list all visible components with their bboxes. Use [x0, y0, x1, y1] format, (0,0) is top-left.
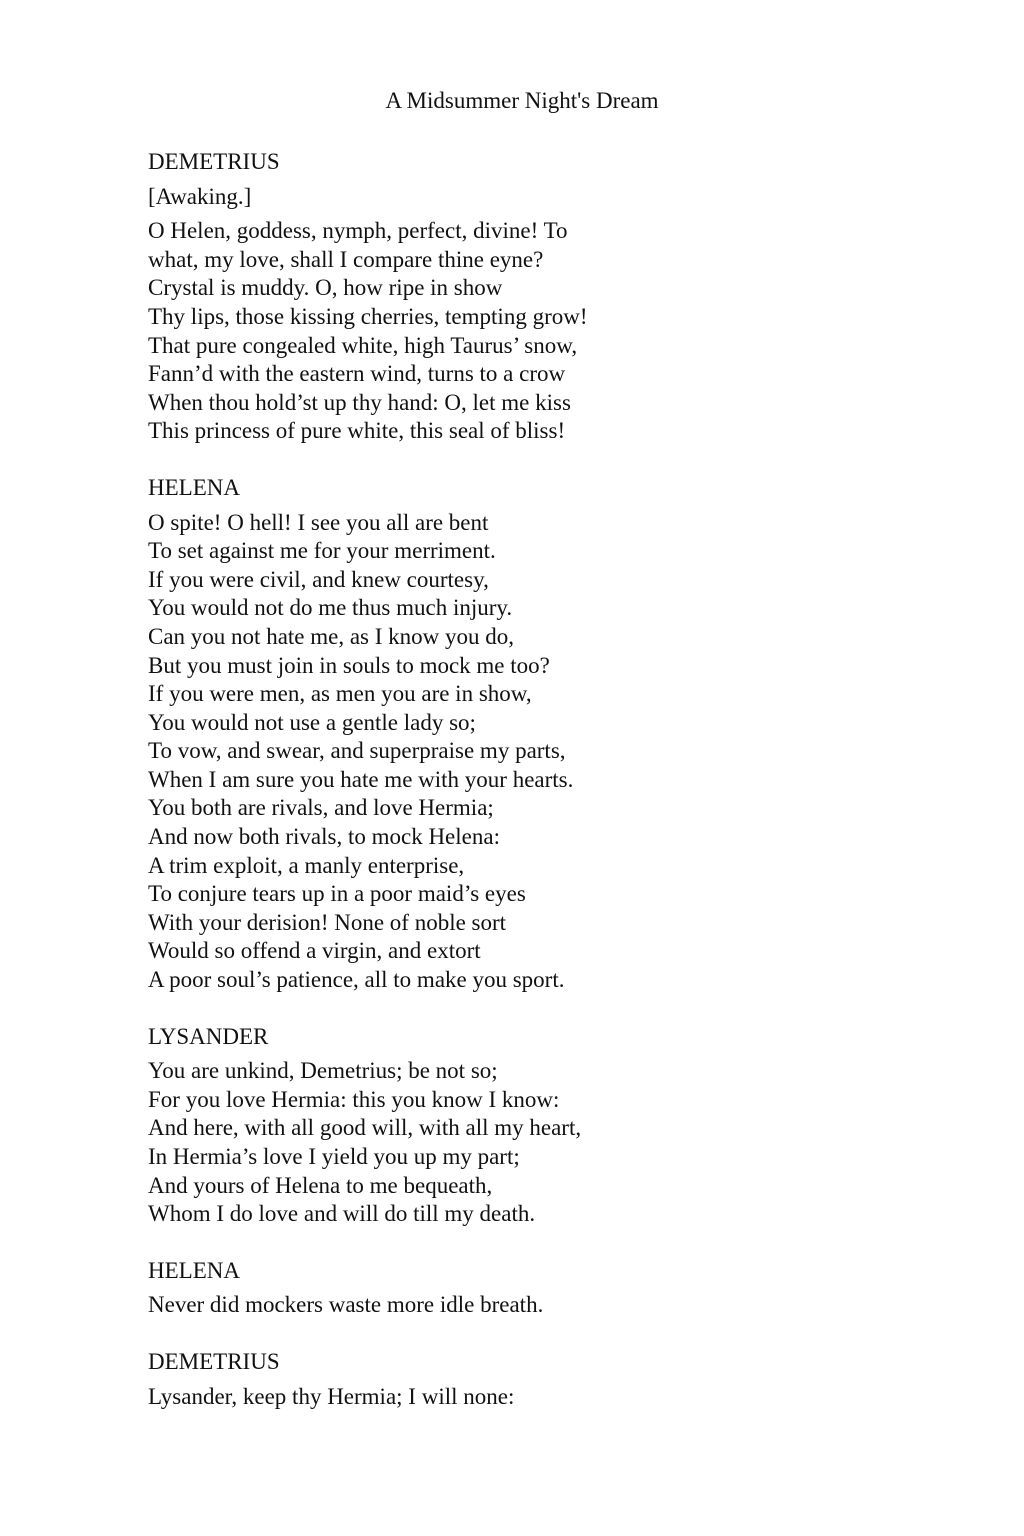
verse-line: Whom I do love and will do till my death.: [148, 1201, 536, 1227]
verse-line: Crystal is muddy. O, how ripe in show: [148, 275, 503, 301]
verse-line: To vow, and swear, and superpraise my parts,: [148, 738, 566, 764]
verse-line: And yours of Helena to me bequeath,: [148, 1172, 493, 1198]
verse-line: Thy lips, those kissing cherries, tempting grow!: [148, 303, 588, 329]
play-text: [148, 148, 908, 1439]
verse-line: what, my love, shall I compare thine eyne?: [148, 246, 544, 272]
speech-lysander-1: [148, 1023, 908, 1229]
verse-lines: [148, 1291, 908, 1320]
speaker-name: DEMETRIUS: [148, 149, 280, 174]
verse-line: You are unkind, Demetrius; be not so;: [148, 1058, 498, 1084]
verse-line: When thou hold’st up thy hand: O, let me kiss: [148, 389, 571, 415]
verse-line: You would not do me thus much injury.: [148, 595, 513, 621]
speech-helena-2: [148, 1257, 908, 1320]
verse-line: O spite! O hell! I see you all are bent: [148, 509, 489, 535]
verse-line: This princess of pure white, this seal of bliss!: [148, 418, 566, 444]
verse-line: With your derision! None of noble sort: [148, 909, 507, 935]
verse-line: You both are rivals, and love Hermia;: [148, 795, 494, 821]
verse-line: And here, with all good will, with all my heart,: [148, 1115, 582, 1141]
verse-line: But you must join in souls to mock me too?: [148, 652, 550, 678]
verse-lines: [148, 1057, 908, 1229]
verse-lines: [148, 509, 908, 995]
page-title: A Midsummer Night's Dream: [385, 88, 659, 113]
speech-demetrius-1: [148, 148, 908, 446]
verse-line: When I am sure you hate me with your hearts.: [148, 766, 574, 792]
verse-line: To set against me for your merriment.: [148, 538, 496, 564]
verse-line: Would so offend a virgin, and extort: [148, 938, 481, 964]
speaker-name: LYSANDER: [148, 1023, 269, 1049]
verse-line: A trim exploit, a manly enterprise,: [148, 852, 465, 878]
verse-line: You would not use a gentle lady so;: [148, 709, 476, 735]
verse-line: O Helen, goddess, nymph, perfect, divine! To: [148, 218, 568, 244]
speech-demetrius-2: [148, 1348, 908, 1411]
verse-line: Lysander, keep thy Hermia; I will none:: [148, 1383, 515, 1409]
speaker-name: HELENA: [148, 474, 240, 500]
verse-line: Can you not hate me, as I know you do,: [148, 623, 515, 649]
verse-line: A poor soul’s patience, all to make you sport.: [148, 967, 565, 993]
verse-line: If you were men, as men you are in show,: [148, 681, 532, 707]
verse-lines: [148, 217, 908, 446]
verse-line: To conjure tears up in a poor maid’s eyes: [148, 881, 526, 907]
verse-line: That pure congealed white, high Taurus’ snow,: [148, 332, 578, 358]
stage-direction: [Awaking.]: [148, 183, 252, 209]
verse-line: In Hermia’s love I yield you up my part;: [148, 1144, 520, 1169]
speaker-name: DEMETRIUS: [148, 1348, 280, 1374]
verse-line: If you were civil, and knew courtesy,: [148, 566, 489, 592]
verse-line: Fann’d with the eastern wind, turns to a crow: [148, 361, 566, 387]
speech-helena-1: [148, 474, 908, 995]
verse-line: And now both rivals, to mock Helena:: [148, 824, 500, 850]
speaker-name: HELENA: [148, 1257, 240, 1283]
verse-lines: [148, 1383, 908, 1412]
verse-line: For you love Hermia: this you know I know:: [148, 1086, 560, 1112]
verse-line: Never did mockers waste more idle breath.: [148, 1292, 544, 1318]
